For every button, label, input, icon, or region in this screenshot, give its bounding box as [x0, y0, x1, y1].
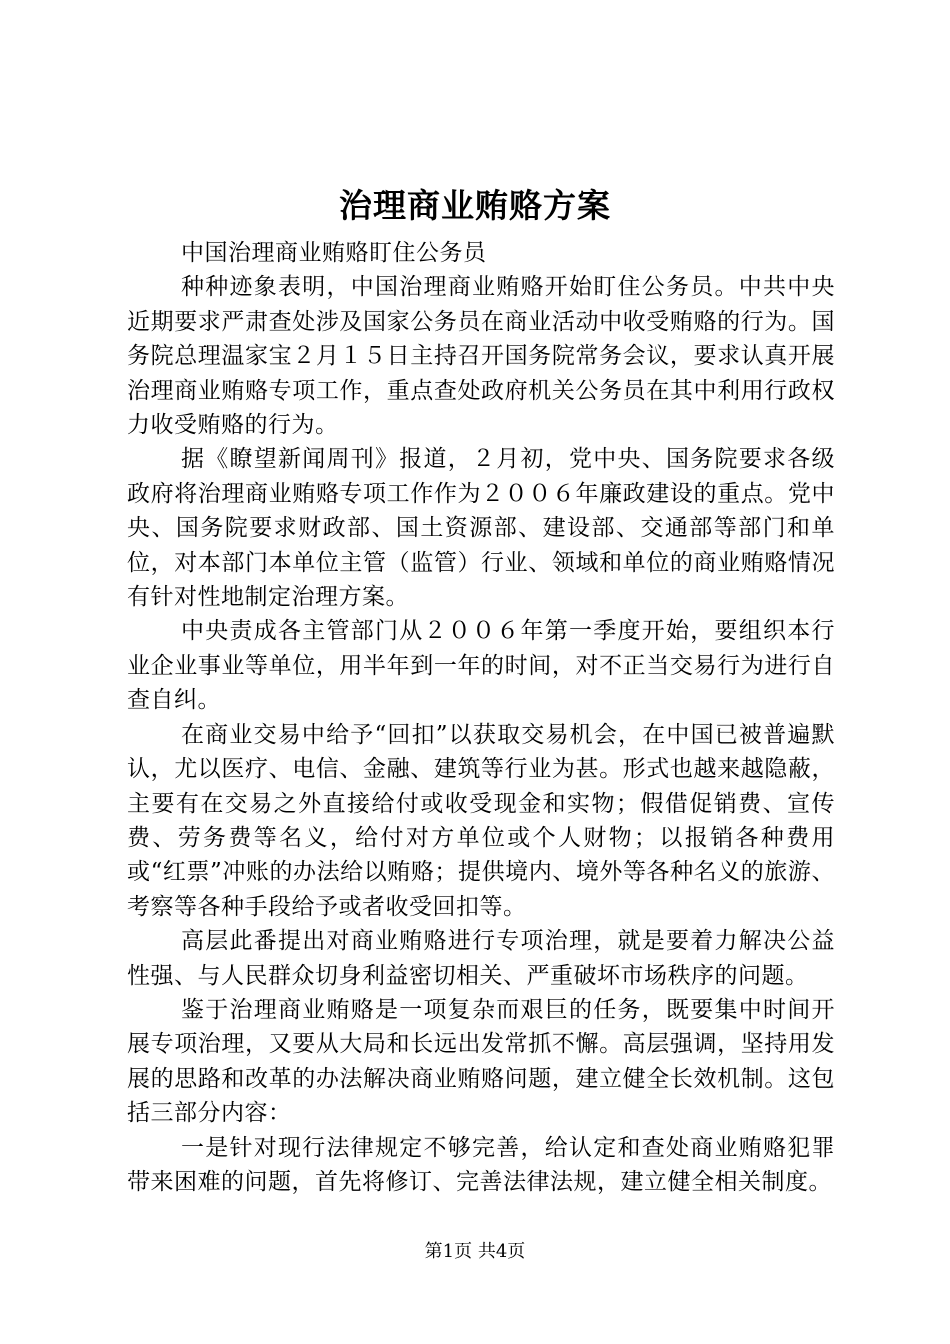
document-body	[127, 236, 835, 1199]
paragraph-subtitle: 中国治理商业贿赂盯住公务员	[181, 240, 487, 266]
paragraph: 据《瞭望新闻周刊》报道，２月初，党中央、国务院要求各级政府将治理商业贿赂专项工作作为２００６年廉政建设的重点。党中央、国务院要求财政部、国土资源部、建设部、交通部等部门和单位，对本部门本单位主管（监管）行业、领域和单位的商业贿赂情况有针对性地制定治理方案。	[127, 446, 835, 611]
page-number-footer: 第1页 共4页	[424, 1241, 526, 1262]
paragraph: 高层此番提出对商业贿赂进行专项治理，就是要着力解决公益性强、与人民群众切身利益密切相关、严重破坏市场秩序的问题。	[127, 928, 835, 989]
paragraph: 鉴于治理商业贿赂是一项复杂而艰巨的任务，既要集中时间开展专项治理，又要从大局和长远出发常抓不懈。高层强调，坚持用发展的思路和改革的办法解决商业贿赂问题，建立健全长效机制。这包括三部分内容：	[127, 996, 835, 1127]
paragraph: 在商业交易中给予“回扣”以获取交易机会，在中国已被普遍默认，尤以医疗、电信、金融、建筑等行业为甚。形式也越来越隐蔽，主要有在交易之外直接给付或收受现金和实物；假借促销费、宣传费、劳务费等名义，给付对方单位或个人财物；以报销各种费用或“红票”冲账的办法给以贿赂；提供境内、境外等各种名义的旅游、考察等各种手段给予或者收受回扣等。	[127, 721, 835, 920]
paragraph: 中央责成各主管部门从２００６年第一季度开始，要组织本行业企业事业等单位，用半年到一年的时间，对不正当交易行为进行自查自纠。	[127, 618, 835, 714]
paragraph: 种种迹象表明，中国治理商业贿赂开始盯住公务员。中共中央近期要求严肃查处涉及国家公务员在商业活动中收受贿赂的行为。国务院总理温家宝２月１５日主持召开国务院常务会议，要求认真开展治理商业贿赂专项工作，重点查处政府机关公务员在其中利用行政权力收受贿赂的行为。	[127, 274, 835, 439]
document-title: 治理商业贿赂方案	[339, 186, 611, 225]
paragraph: 一是针对现行法律规定不够完善，给认定和查处商业贿赂犯罪带来困难的问题，首先将修订、完善法律法规，建立健全相关制度。	[127, 1134, 835, 1195]
